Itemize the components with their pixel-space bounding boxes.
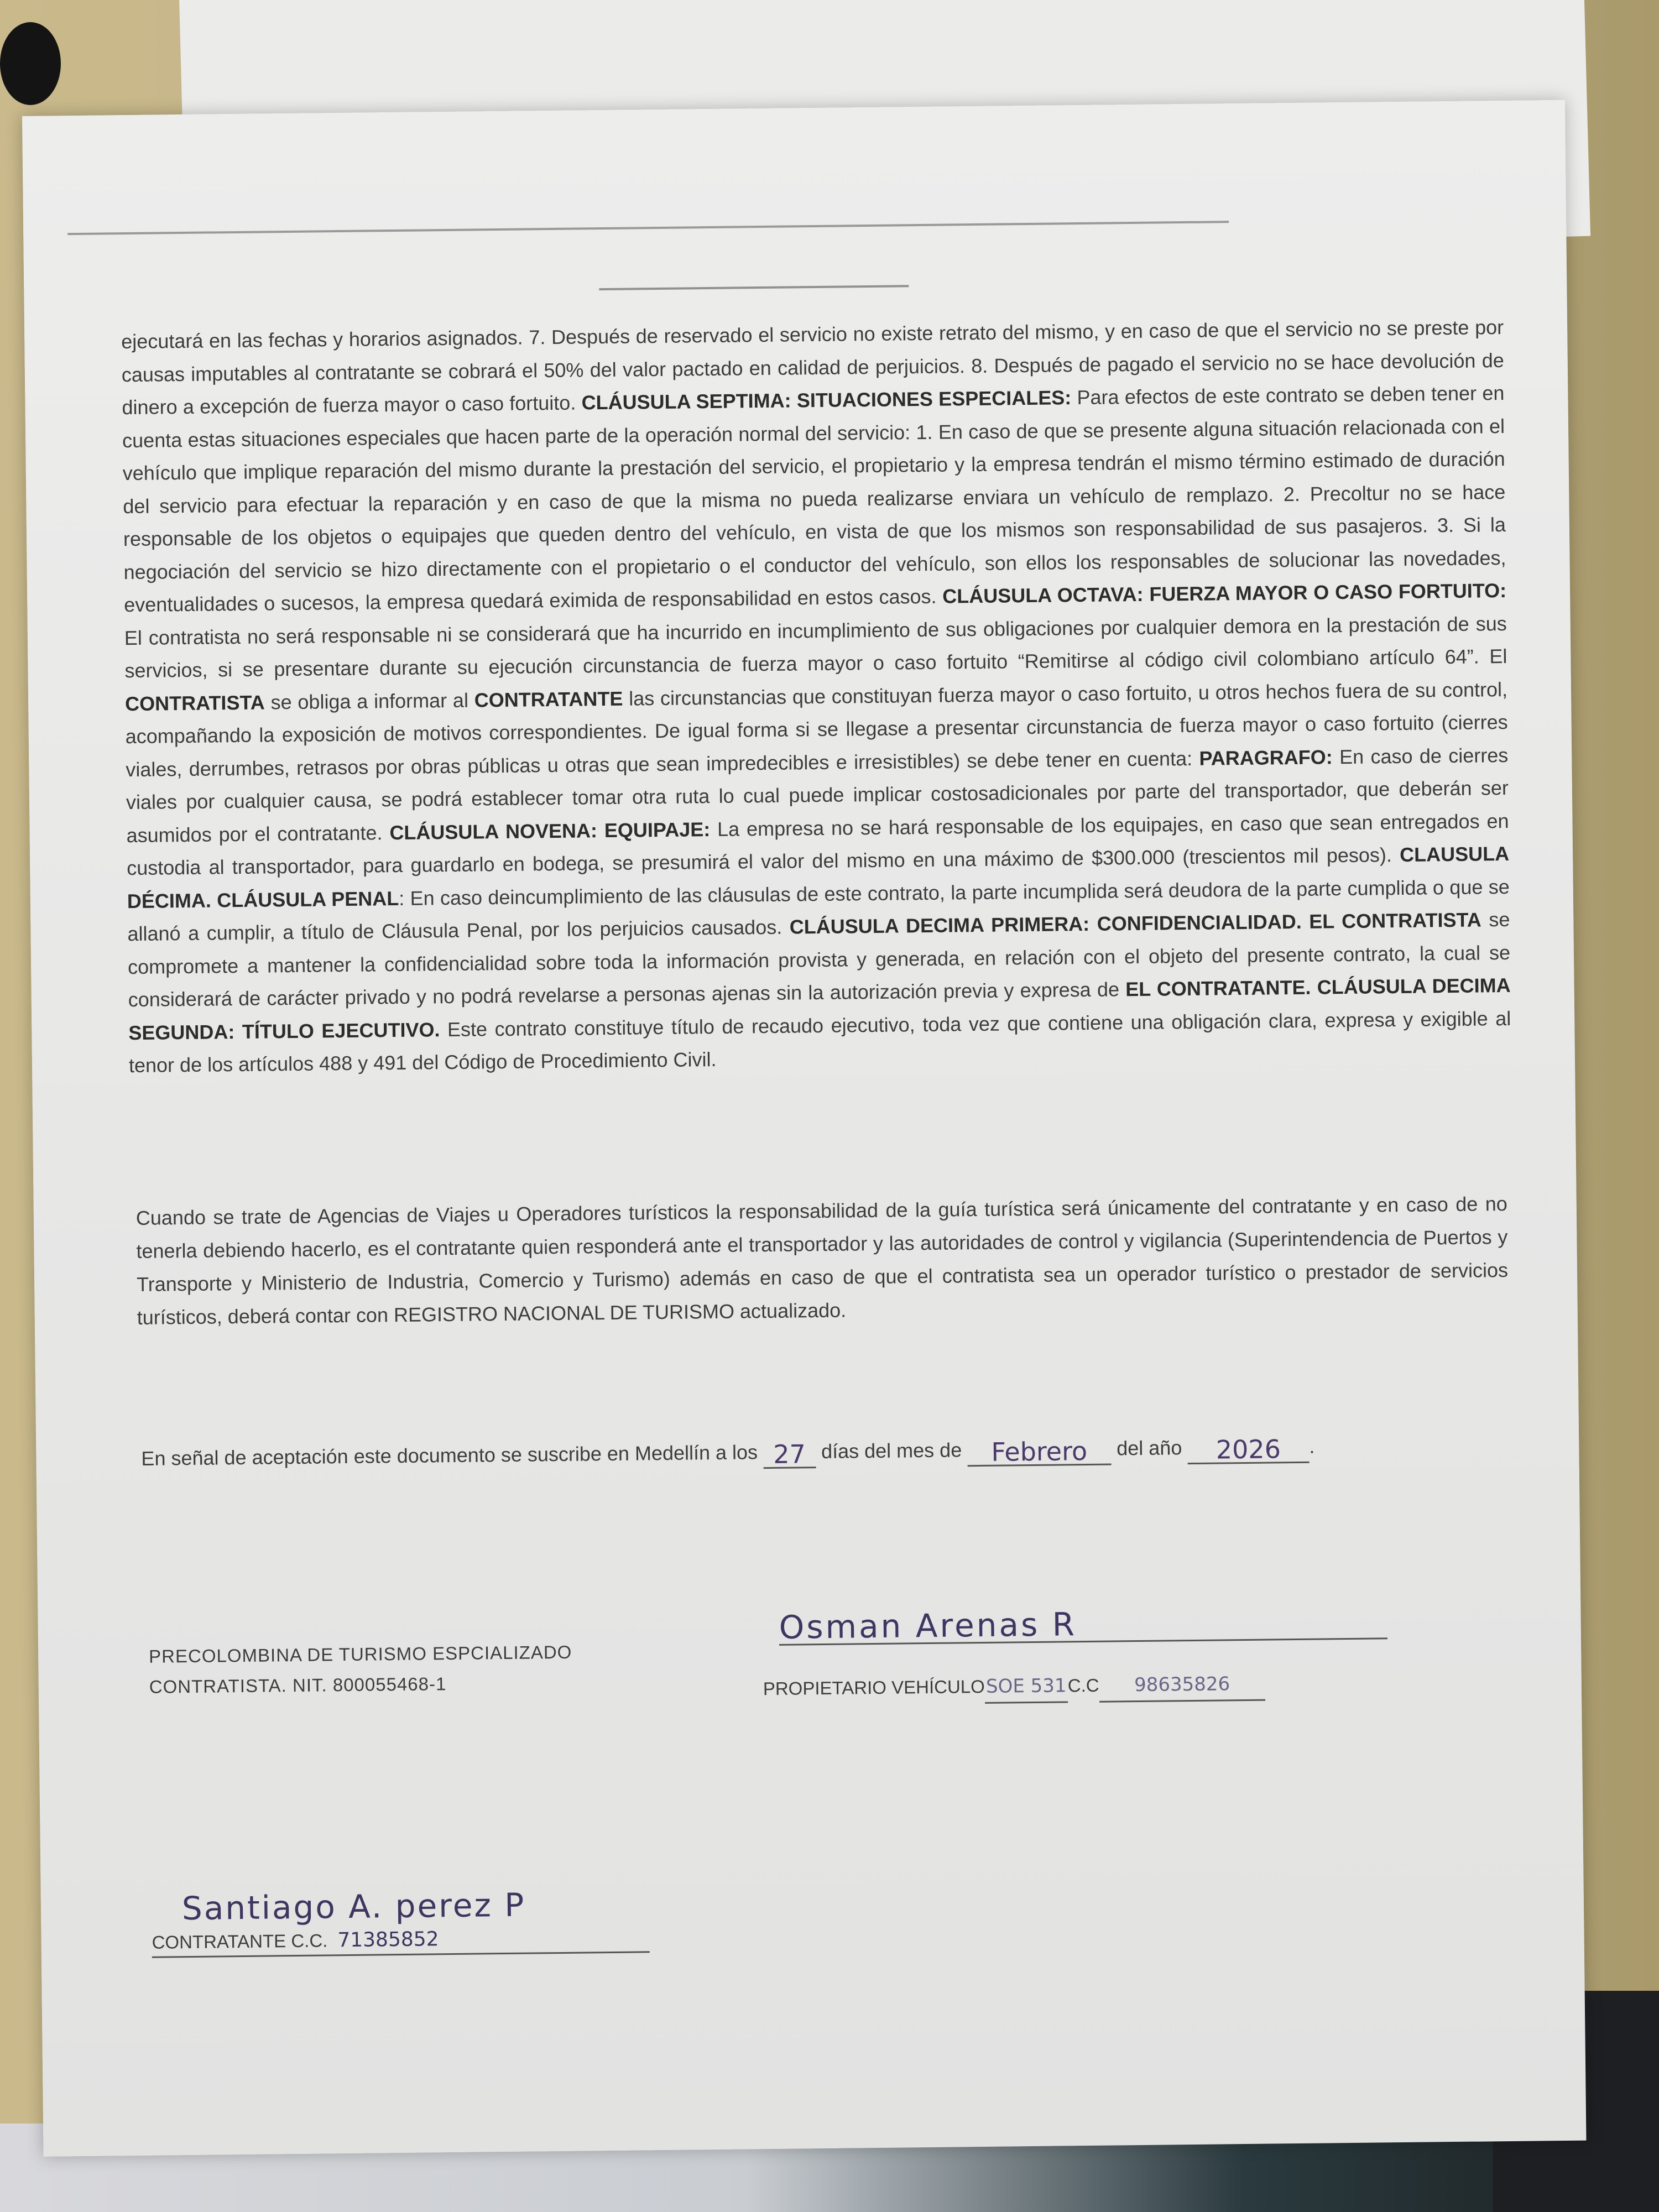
clause-heading: CLÁUSULA DECIMA PRIMERA: CONFIDENCIALIDAD. EL CONTRATISTA [789, 908, 1481, 938]
contractor-nit: CONTRATISTA. NIT. 800055468-1 [149, 1673, 447, 1697]
clause-text: se compromete a mantener la confidencialidad sobre toda la información provista y generada, en relación con el objeto del presente contrato, la cual se considerará de carácter privado y no podrá revelarse a personas ajenas sin la autorización previa y expresa de [127, 907, 1511, 1011]
clause-heading: CONTRATANTE [474, 687, 623, 711]
clause-heading: CLÁUSULA NOVENA: EQUIPAJE: [389, 817, 711, 844]
clause-heading: PARAGRAFO: [1199, 745, 1333, 770]
contractor-signature-block [149, 1635, 702, 1702]
owner-plate-field[interactable]: SOE 531 [985, 1671, 1068, 1704]
client-cc-field[interactable]: 71385852 [337, 1928, 439, 1952]
background-object [0, 22, 61, 105]
top-rule-line [67, 221, 1229, 235]
clause-text: : En caso deincumplimiento de las cláusulas de este contrato, la parte incumplida será deudora de la parte cumplida o que se allanó a cumplir, a título de Cláusula Penal, por los perjuicios causados. [127, 875, 1510, 946]
owner-cc-label: C.C [1067, 1674, 1099, 1696]
client-signature-block [152, 1886, 705, 1953]
year-field[interactable]: 2026 [1187, 1436, 1310, 1464]
clause-heading: CLAUSULA DÉCIMA. CLÁUSULA PENAL [127, 842, 1510, 912]
client-label: CONTRATANTE C.C. [152, 1930, 328, 1953]
clause-heading: EL CONTRATANTE. CLÁUSULA DECIMA SEGUNDA: TÍTULO EJECUTIVO. [128, 973, 1511, 1044]
owner-signature-block [763, 1605, 1426, 1699]
contract-clauses-text [121, 311, 1511, 1082]
acceptance-middle: días del mes de [821, 1438, 962, 1463]
acceptance-line [141, 1428, 1524, 1475]
clause-heading: CLÁUSULA OCTAVA: FUERZA MAYOR O CASO FORTUITO: [942, 578, 1507, 608]
acceptance-prefix: En señal de aceptación este documento se suscribe en Medellín a los [141, 1441, 758, 1470]
owner-label: PROPIETARIO VEHÍCULO [763, 1676, 985, 1699]
contractor-name: PRECOLOMBINA DE TURISMO ESPCIALIZADO [148, 1641, 572, 1667]
owner-signature: Osman Arenas R [779, 1606, 1387, 1646]
clause-text: ejecutará en las fechas y horarios asignados. 7. Después de reservado el servicio no existe retrato del mismo, y en caso de que el servicio no se preste por causas imputables al contratante se cobrará el 50% del valor pactado en calidad de perjuicios. 8. Después de pagado el servicio no se hace devolución de dinero a excepción de fuerza mayor o caso fortuito. [121, 315, 1504, 419]
mid-rule-line [599, 285, 909, 290]
clause-text: La empresa no se hará responsable de los equipajes, en caso que sean entregados en custodia al transportador, para guardarlo en bodega, se presumirá el valor del mismo en una máximo de $300.000 (trescientos mil pesos). [127, 809, 1509, 880]
client-signature: Santiago A. perez P [181, 1886, 526, 1928]
clause-text: Este contrato constituye título de recaudo ejecutivo, toda vez que contiene una obligación clara, expresa y exigible al tenor de los artículos 488 y 491 del Código de Procedimiento Civil. [128, 1006, 1511, 1077]
owner-line [763, 1668, 1265, 1707]
year-label: del año [1117, 1436, 1182, 1460]
contract-page [22, 100, 1586, 2157]
clause-text: El contratista no será responsable ni se considerará que ha incurrido en incumplimiento de sus obligaciones por cualquier demora en la prestación de sus servicios, si se presentare durante su ejecución circunstancia de fuerza mayor o caso fortuito “Remitirse al código civil colombiano artículo 64”. El [124, 612, 1507, 682]
client-line [152, 1923, 650, 1958]
travel-agency-paragraph: Cuando se trate de Agencias de Viajes u Operadores turísticos la responsabilidad de la guía turística será únicamente del contratante y en caso de no tenerla debiendo hacerlo, es el contratante quien responderá ante el transportador y las autoridades de control y vigilancia (Superintendencia de Puertos y Transporte y Ministerio de Industria, Comercio y Turismo) además en caso de que el contratista sea un operador turístico o prestador de servicios turísticos, deberá contar con REGISTRO NACIONAL DE TURISMO actualizado. [135, 1192, 1509, 1329]
day-field[interactable]: 27 [763, 1441, 816, 1469]
clause-text: se obliga a informar al [264, 688, 474, 713]
clause-text: En caso de cierres viales por cualquier causa, se podrá establecer tomar otra ruta lo cual puede implicar costosadicionales por parte del transportador, que deberán ser asumidos por el contratante. [126, 743, 1509, 847]
clause-heading: CLÁUSULA SEPTIMA: SITUACIONES ESPECIALES: [581, 386, 1072, 414]
clause-text: Para efectos de este contrato se deben tener en cuenta estas situaciones especiales que hacen parte de la operación normal del servicio: 1. En caso de que se presente alguna situación relacionada con el vehículo que implique reparación del mismo durante la prestación del servicio, el propietario y la empresa tendrán el mismo término estimado de duración del servicio para efectuar la reparación y en caso de que la misma no pueda realizarse enviara un vehículo de remplazo. 2. Precoltur no se hace responsable de los objetos o equipajes que queden dentro del vehículo, en vista de que los mismos son responsabilidad de sus pasajeros. 3. Si la negociación del servicio se hizo directamente con el propietario o el conductor del vehículo, son ellos los responsables de solucionar las novedades, eventualidades o sucesos, la empresa quedará eximida de responsabilidad en estos casos. [122, 381, 1506, 617]
owner-cc-field[interactable]: 98635826 [1099, 1669, 1265, 1703]
clause-heading: CONTRATISTA [124, 690, 265, 715]
clause-text: las circunstancias que constituyan fuerza mayor o caso fortuito, u otros hechos fuera de su control, acompañando la exposición de motivos correspondientes. De igual forma si se llegase a presentar circunstancia de fuerza mayor o caso fortuito (cierres viales, derrumbes, retrasos por obras públicas u otras que sean impredecibles e irresistibles) se debe tener en cuenta: [125, 677, 1508, 781]
month-field[interactable]: Febrero [967, 1438, 1111, 1467]
acceptance-end: . [1309, 1434, 1315, 1458]
